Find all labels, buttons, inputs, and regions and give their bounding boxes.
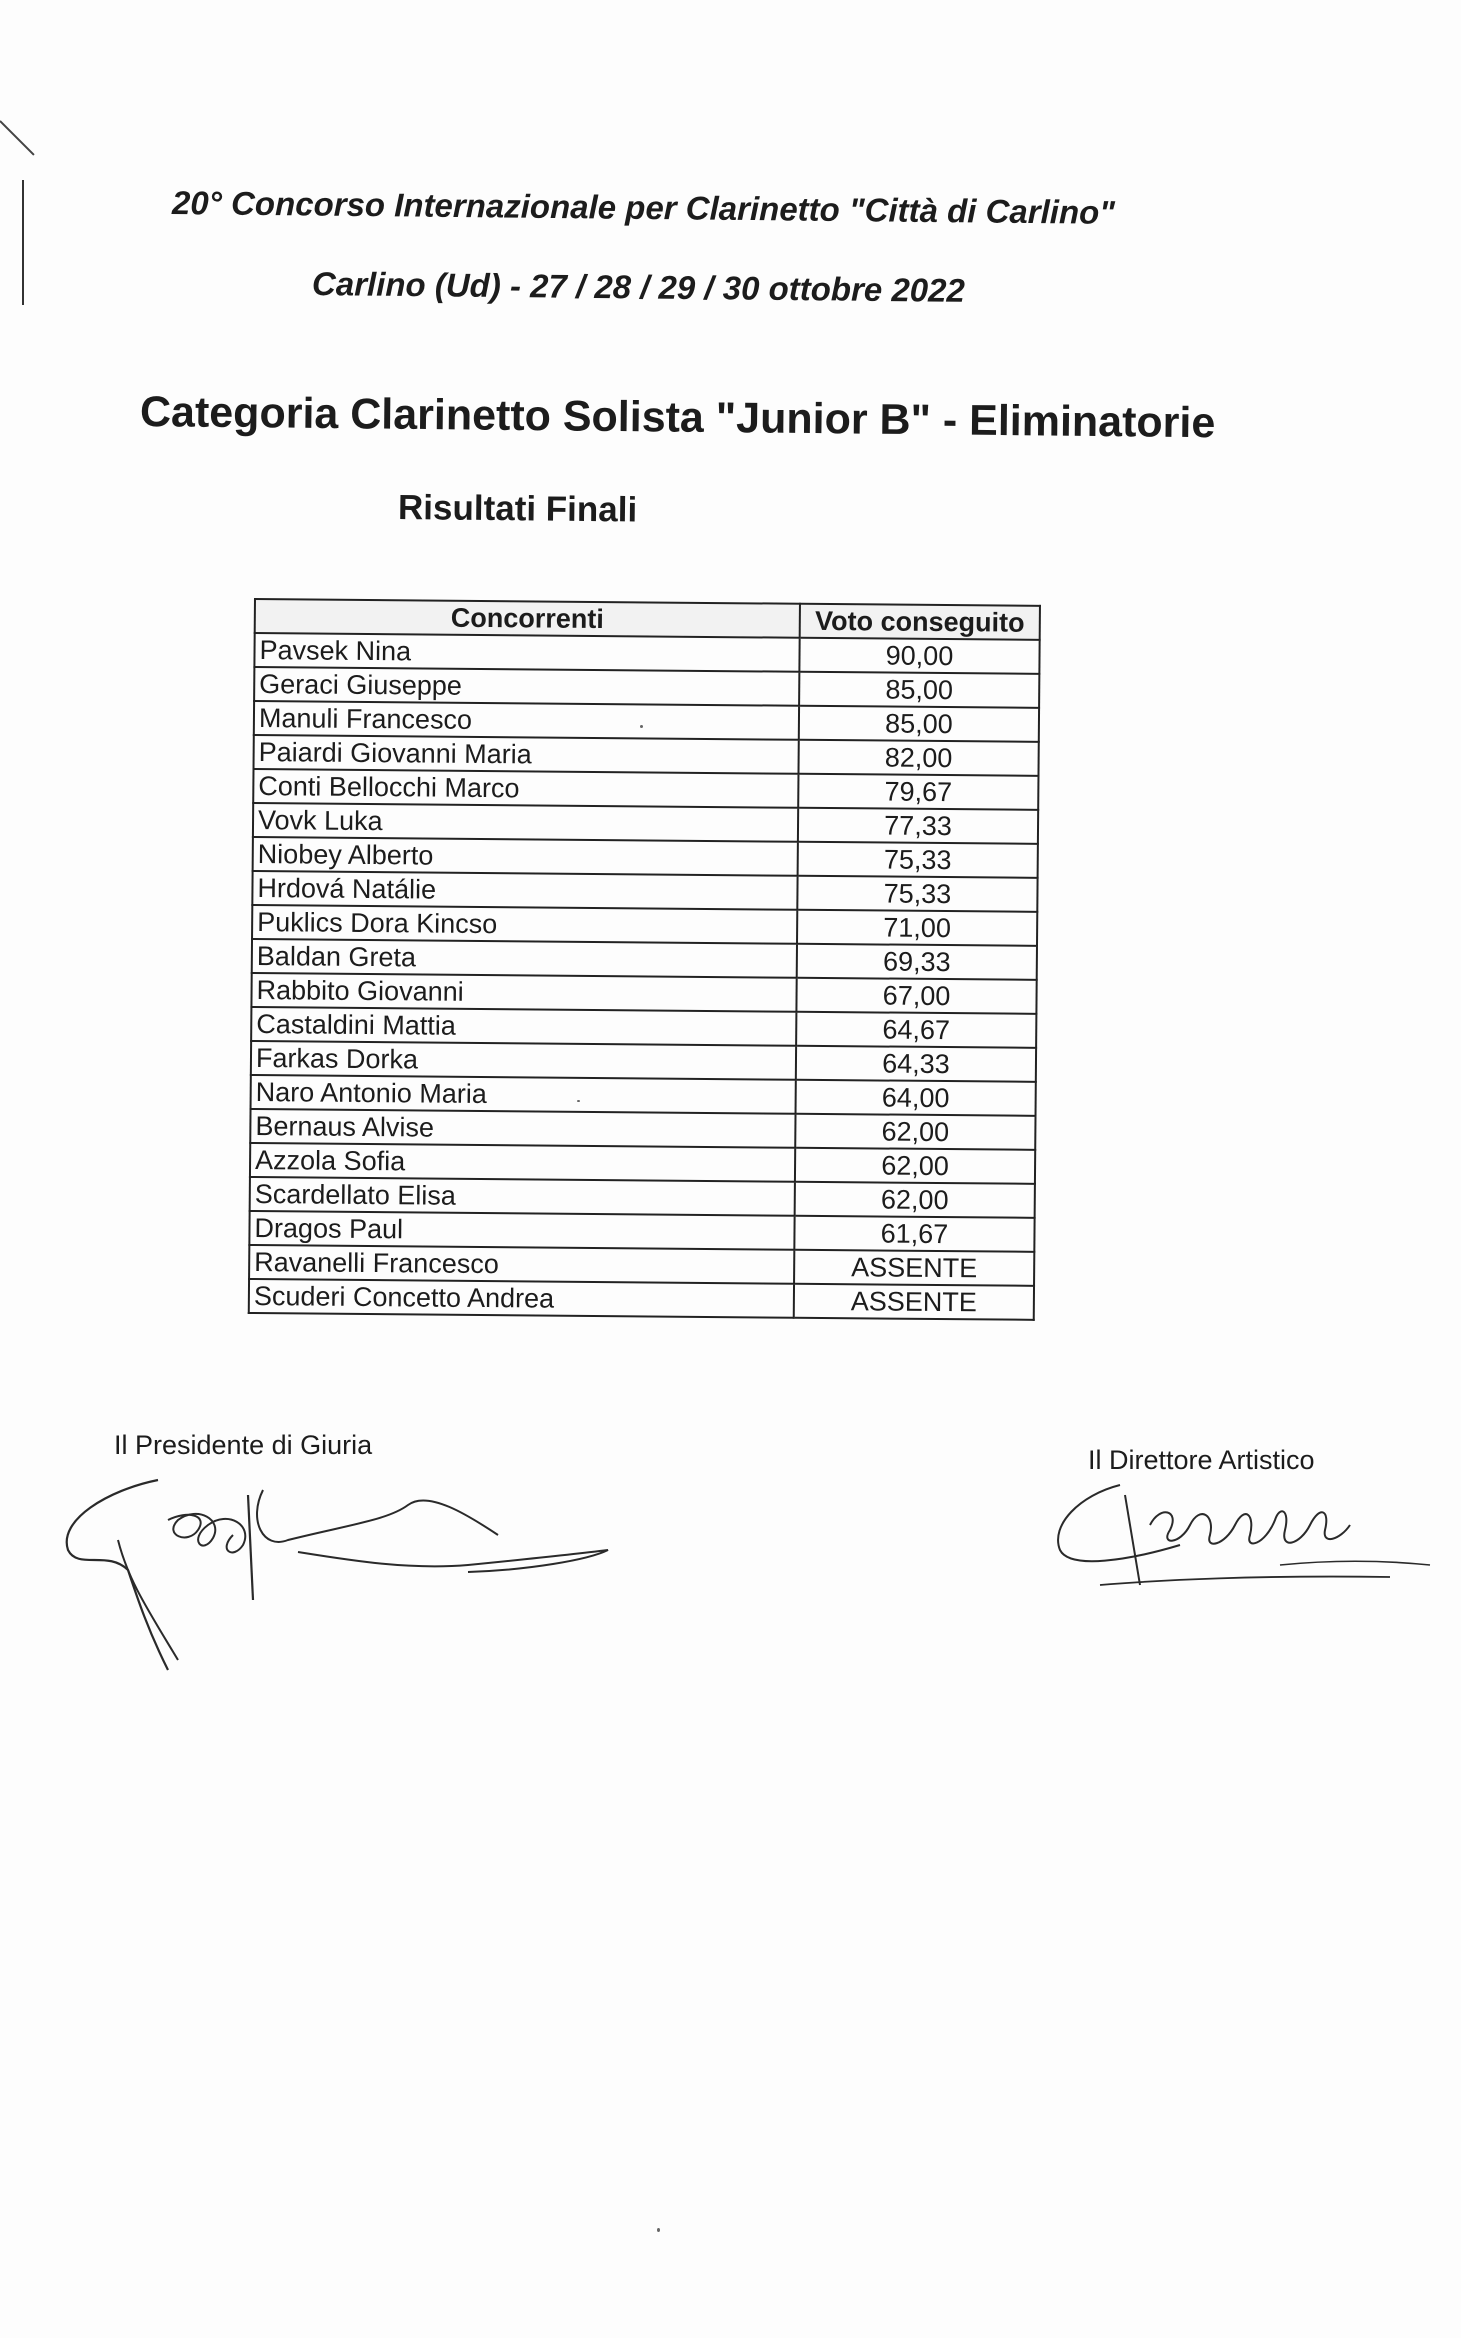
competitor-score: 62,00 (795, 1148, 1035, 1184)
table-row (249, 1279, 1034, 1320)
competitor-score: 75,33 (797, 876, 1037, 912)
competitor-score: 62,00 (795, 1182, 1035, 1218)
competitor-score: 64,00 (796, 1080, 1036, 1116)
competitor-score: 85,00 (799, 706, 1039, 742)
competitor-score: 82,00 (798, 740, 1038, 776)
results-table-container (248, 598, 1039, 1321)
competitor-name: Ravanelli Francesco (249, 1245, 794, 1284)
competitor-name: Puklics Dora Kincso (252, 905, 797, 944)
competitor-name: Hrdová Natálie (252, 871, 797, 910)
scan-mark-vertical (22, 180, 24, 305)
competitor-score: 71,00 (797, 910, 1037, 946)
president-signature (48, 1460, 628, 1680)
competitor-name: Dragos Paul (249, 1211, 794, 1250)
competitor-name: Azzola Sofia (250, 1143, 795, 1182)
competitor-name: Scuderi Concetto Andrea (249, 1279, 794, 1318)
artistic-director-label: Il Direttore Artistico (1088, 1445, 1315, 1475)
competitor-score: 85,00 (799, 672, 1039, 708)
competitor-score: 61,67 (794, 1216, 1034, 1252)
table-body (249, 633, 1040, 1320)
competitor-name: Naro Antonio Maria (251, 1075, 796, 1114)
column-header-score: Voto conseguito (800, 604, 1040, 640)
competition-title: 20° Concorso Internazionale per Clarinetto "Città di Carlino" (171, 184, 1116, 231)
scan-speck (640, 725, 643, 728)
competitor-score: ASSENTE (794, 1250, 1034, 1286)
competitor-name: Scardellato Elisa (250, 1177, 795, 1216)
president-jury-label: Il Presidente di Giuria (114, 1430, 373, 1460)
scan-speck (577, 1100, 580, 1102)
competitor-score: 62,00 (795, 1114, 1035, 1150)
competitor-name: Farkas Dorka (251, 1041, 796, 1080)
competitor-score: 75,33 (798, 842, 1038, 878)
competitor-score: 77,33 (798, 808, 1038, 844)
competitor-name: Niobey Alberto (253, 837, 798, 876)
competitor-name: Geraci Giuseppe (254, 667, 799, 706)
competitor-score: 79,67 (798, 774, 1038, 810)
competitor-score: 69,33 (797, 944, 1037, 980)
competition-place-dates: Carlino (Ud) - 27 / 28 / 29 / 30 ottobre 2022 (311, 265, 966, 309)
competitor-name: Bernaus Alvise (250, 1109, 795, 1148)
competitor-score: ASSENTE (794, 1284, 1034, 1320)
scan-mark-diagonal (0, 120, 35, 155)
competitor-score: 64,33 (796, 1046, 1036, 1082)
competitor-name: Castaldini Mattia (251, 1007, 796, 1046)
competitor-name: Paiardi Giovanni Maria (254, 735, 799, 774)
competitor-name: Conti Bellocchi Marco (253, 769, 798, 808)
competitor-name: Baldan Greta (252, 939, 797, 978)
competitor-name: Manuli Francesco (254, 701, 799, 740)
competitor-score: 64,67 (796, 1012, 1036, 1048)
category-title: Categoria Clarinetto Solista "Junior B" - Eliminatorie (139, 388, 1216, 448)
competitor-name: Pavsek Nina (254, 633, 799, 672)
artistic-director-signature (1040, 1465, 1440, 1625)
results-title: Risultati Finali (397, 488, 638, 530)
competitor-name: Rabbito Giovanni (251, 973, 796, 1012)
scan-speck (657, 2228, 660, 2232)
competitor-score: 67,00 (796, 978, 1036, 1014)
competitor-score: 90,00 (799, 638, 1039, 674)
competitor-name: Vovk Luka (253, 803, 798, 842)
results-table (248, 598, 1041, 1321)
column-header-competitors: Concorrenti (255, 599, 800, 638)
